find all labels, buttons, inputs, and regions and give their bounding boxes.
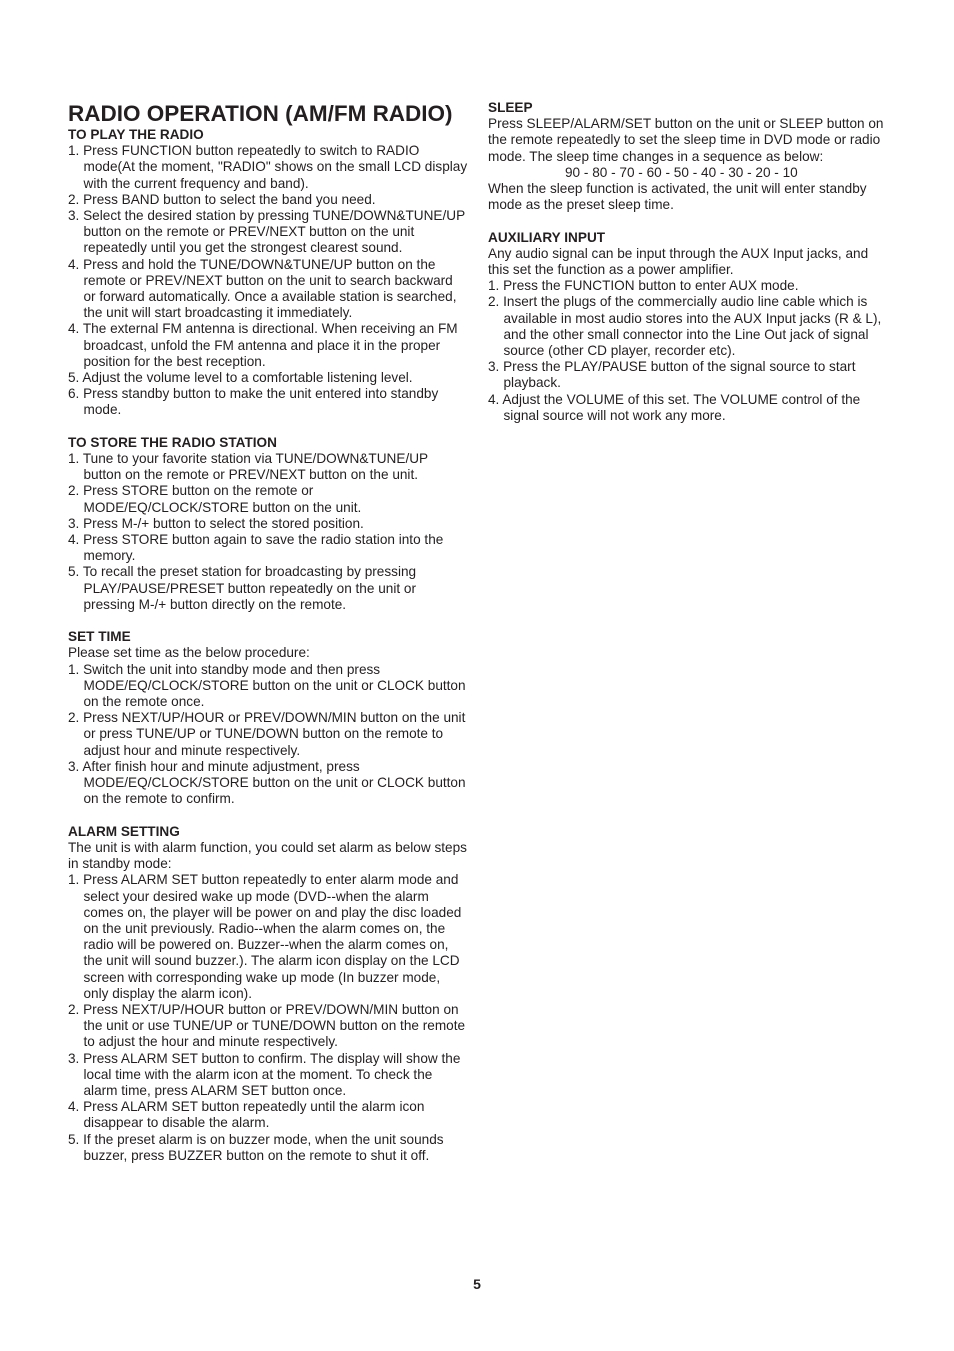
list-item: 5. To recall the preset station for broadcasting by pressing PLAY/PAUSE/PRESET button repeatedly on the unit or pressing M-/+ button directly on the remote. bbox=[68, 564, 417, 612]
alarm-list bbox=[68, 872, 468, 1164]
list-item: 3. Select the desired station by pressing TUNE/DOWN&TUNE/UP button on the remote or PREV/NEXT button on the unit repeatedly until you get the strongest clearest sound. bbox=[68, 208, 465, 256]
list-item: 4. The external FM antenna is directional. When receiving an FM broadcast, unfold the FM antenna and place it in the proper position for the best reception. bbox=[68, 321, 458, 369]
list-item: 4. Press and hold the TUNE/DOWN&TUNE/UP button on the remote or PREV/NEXT button on the unit to search backward or forward automatically. Once a available station is searched, the unit will start broadcasting it immediately. bbox=[68, 256, 457, 321]
play-radio-heading: TO PLAY THE RADIO bbox=[68, 127, 204, 142]
store-station-list bbox=[68, 451, 468, 613]
list-item: 2. Press NEXT/UP/HOUR or PREV/DOWN/MIN button on the unit or press TUNE/UP or TUNE/DOWN button on the remote to adjust hour and minute respectively. bbox=[68, 710, 466, 758]
list-item: 5. If the preset alarm is on buzzer mode, when the unit sounds buzzer, press BUZZER button on the remote to shut it off. bbox=[68, 1131, 444, 1163]
spacer bbox=[68, 419, 468, 435]
list-item: 1. Press the FUNCTION button to enter AUX mode. bbox=[488, 278, 799, 294]
aux-list bbox=[488, 278, 888, 424]
list-item: 1. Press ALARM SET button repeatedly to enter alarm mode and select your desired wake up mode (DVD--when the alarm comes on, the player will be power on and play the disc loaded on the unit previously. Radio--when the alarm comes on, the radio will be powered on. Buzzer--when the alarm comes on, the unit will sound buzzer.). The alarm icon display on the LCD screen with corresponding wake up mode (In buzzer mode, only display the alarm icon). bbox=[68, 872, 462, 1001]
list-item: 2. Press NEXT/UP/HOUR button or PREV/DOWN/MIN button on the unit or use TUNE/UP or TUNE/DOWN button on the remote to adjust the hour and minute respectively. bbox=[68, 1001, 466, 1050]
list-item: 4. Adjust the VOLUME of this set. The VOLUME control of the signal source will not work any more. bbox=[488, 391, 861, 423]
list-item: 3. After finish hour and minute adjustment, press MODE/EQ/CLOCK/STORE button on the unit or CLOCK button on the remote to confirm. bbox=[68, 758, 466, 807]
sleep-outro: When the sleep function is activated, the unit will enter standby mode as the preset sleep time. bbox=[488, 181, 867, 213]
sleep-heading: SLEEP bbox=[488, 100, 533, 115]
sleep-intro: Press SLEEP/ALARM/SET button on the unit or SLEEP button on the remote repeatedly to set the sleep time in DVD mode or radio mode. The sleep time changes in a sequence as below: bbox=[488, 116, 884, 164]
list-item: 3. Press ALARM SET button to confirm. The display will show the local time with the alarm icon at the moment. To check the alarm time, press ALARM SET button once. bbox=[68, 1050, 461, 1098]
store-station-heading: TO STORE THE RADIO STATION bbox=[68, 434, 277, 450]
aux-intro: Any audio signal can be input through the AUX Input jacks, and this set the function as a power amplifier. bbox=[488, 245, 869, 278]
spacer bbox=[68, 808, 468, 824]
alarm-intro: The unit is with alarm function, you could set alarm as below steps in standby mode: bbox=[68, 839, 467, 872]
list-item: 5. Adjust the volume level to a comfortable listening level. bbox=[68, 370, 413, 386]
list-item: 1. Tune to your favorite station via TUNE/DOWN&TUNE/UP button on the remote or PREV/NEXT button on the unit. bbox=[68, 451, 428, 483]
list-item: 2. Insert the plugs of the commercially audio line cable which is available in most audio stores into the AUX Input jacks (R & L), and the other small connector into the Line Out jack of signal source (other CD player, recorder etc). bbox=[488, 294, 882, 359]
set-time-heading: SET TIME bbox=[68, 629, 131, 645]
list-item: 2. Press STORE button on the remote or MODE/EQ/CLOCK/STORE button on the unit. bbox=[68, 483, 362, 515]
list-item: 3. Press the PLAY/PAUSE button of the signal source to start playback. bbox=[488, 359, 856, 391]
alarm-heading: ALARM SETTING bbox=[68, 823, 180, 839]
play-radio-list bbox=[68, 143, 468, 418]
aux-heading: AUXILIARY INPUT bbox=[488, 229, 606, 245]
sleep-sequence: 90 - 80 - 70 - 60 - 50 - 40 - 30 - 20 - 10 bbox=[565, 164, 798, 180]
list-item: 3. Press M-/+ button to select the stored position. bbox=[68, 515, 364, 531]
right-column bbox=[488, 100, 888, 424]
list-item: 4. Press ALARM SET button repeatedly until the alarm icon disappear to disable the alarm. bbox=[68, 1099, 425, 1131]
page-title: RADIO OPERATION (AM/FM RADIO) bbox=[68, 101, 453, 126]
list-item: 6. Press standby button to make the unit entered into standby mode. bbox=[68, 386, 439, 418]
set-time-intro: Please set time as the below procedure: bbox=[68, 645, 310, 661]
left-column bbox=[68, 100, 468, 1164]
list-item: 1. Press FUNCTION button repeatedly to switch to RADIO mode(At the moment, "RADIO" shows on the small LCD display with the current frequency and band). bbox=[68, 143, 468, 191]
list-item: 2. Press BAND button to select the band you need. bbox=[68, 191, 376, 207]
set-time-list bbox=[68, 662, 468, 808]
list-item: 1. Switch the unit into standby mode and then press MODE/EQ/CLOCK/STORE button on the unit or CLOCK button on the remote once. bbox=[68, 661, 466, 710]
page-number: 5 bbox=[473, 1276, 481, 1292]
spacer bbox=[488, 213, 888, 229]
spacer bbox=[68, 613, 468, 629]
list-item: 4. Press STORE button again to save the radio station into the memory. bbox=[68, 532, 444, 564]
